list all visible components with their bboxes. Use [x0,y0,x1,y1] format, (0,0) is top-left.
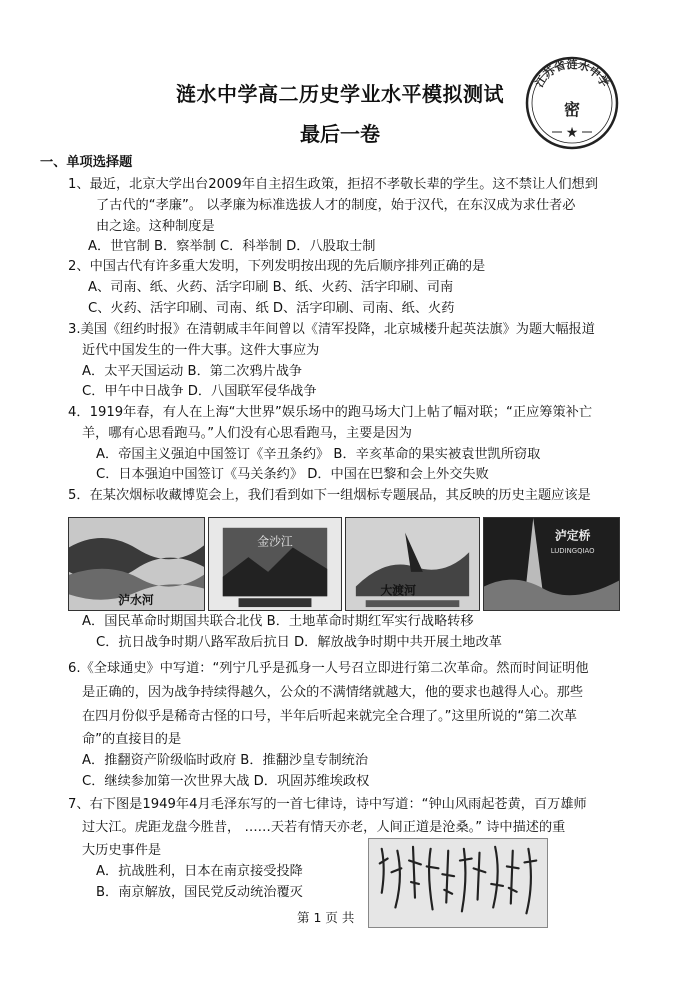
svg-text:泸水河: 泸水河 [118,593,154,608]
q4-line-1: 4．1919年春，有人在上海“大世界”娱乐场中的跑马场大门上帖了幅对联；“正应筹策补亡 [68,405,593,420]
svg-text:LUDINGQIAO: LUDINGQIAO [550,547,595,556]
q7-line-2: 过大江。虎距龙盘今胜昔， ……天若有情天亦老，人间正道是沧桑。” 诗中描述的重 [82,820,566,835]
q6-options-ab: A．推翻资产阶级临时政府 B．推翻沙皇专制统治 [82,753,369,768]
photo-lushui-river [68,517,205,611]
q4-options-ab: A．帝国主义强迫中国签订《辛丑条约》 B．辛亥革命的果实被袁世凯所窃取 [96,447,541,462]
q3-line-1: 3.美国《纽约时报》在清朝咸丰年间曾以《清军投降，北京城楼升起英法旗》为题大幅报道 [68,322,595,337]
mao-calligraphy-image [368,838,548,928]
q1-options: A．世官制 B．察举制 C．科举制 D．八股取士制 [88,239,376,254]
q3-line-2: 近代中国发生的一件大事。这件大事应为 [82,343,320,358]
q6-line-4: 命”的直接目的是 [82,732,182,747]
page-footer: 第 1 页 共 [297,910,355,925]
q7-option-b: B．南京解放，国民党反动统治覆灭 [96,885,303,900]
svg-text:密: 密 [563,100,581,119]
svg-text:江苏省涟水中学: 江苏省涟水中学 [532,57,612,90]
q2-options-cd: C、火药、活字印刷、司南、纸 D、活字印刷、司南、纸、火药 [88,301,455,316]
q5-stem: 5．在某次烟标收藏博览会上，我们看到如下一组烟标专题展品，其反映的历史主题应该是 [68,488,591,503]
exam-title: 涟水中学高二历史学业水平模拟测试 [176,82,504,106]
q4-options-cd: C．日本强迫中国签订《马关条约》 D．中国在巴黎和会上外交失败 [96,467,489,482]
q7-line-3: 大历史事件是 [82,843,162,858]
q6-options-cd: C．继续参加第一次世界大战 D．巩固苏维埃政权 [82,774,370,789]
section-heading: 一、单项选择题 [40,155,133,170]
q6-line-3: 在四月份似乎是稀奇古怪的口号，半年后听起来就完全合理了。”这里所说的“第二次革 [82,709,577,724]
q6-line-2: 是正确的，因为战争持续得越久，公众的不满情绪就越大，他的要求也越得人心。那些 [82,685,584,700]
school-seal [524,55,620,151]
q2-stem: 2、中国古代有许多重大发明，下列发明按出现的先后顺序排列正确的是 [68,259,486,274]
q2-options-ab: A、司南、纸、火药、活字印刷 B、纸、火药、活字印刷、司南 [88,280,454,295]
photo-dadu-river [345,517,480,611]
q1-line-1: 1、最近，北京大学出台2009年自主招生政策，拒招不孝敬长辈的学生。这不禁让人们想到 [68,177,598,192]
photo-jinsha-river [208,517,342,611]
q1-line-2: 了古代的“孝廉”。 以孝廉为标准选拔人才的制度，始于汉代，在东汉成为求仕者必 [96,198,576,213]
svg-text:大渡河: 大渡河 [380,583,416,598]
svg-text:泸定桥: 泸定桥 [554,528,591,543]
photo-luding-bridge [483,517,620,611]
svg-text:★: ★ [565,125,579,141]
exam-subtitle: 最后一卷 [300,122,380,146]
q5-options-cd: C．抗日战争时期八路军敌后抗日 D．解放战争时期中共开展土地改革 [96,635,502,650]
svg-text:金沙江: 金沙江 [257,534,293,549]
q7-line-1: 7、右下图是1949年4月毛泽东写的一首七律诗，诗中写道：“钟山风雨起苍黄，百万雄师 [68,797,587,812]
cigarette-label-photos [68,517,620,611]
q3-options-cd: C．甲午中日战争 D．八国联军侵华战争 [82,384,317,399]
q1-line-3: 由之途。这种制度是 [96,219,215,234]
q7-option-a: A．抗战胜利，日本在南京接受投降 [96,864,303,879]
q6-line-1: 6.《全球通史》中写道：“列宁几乎是孤身一人号召立即进行第二次革命。然而时间证明他 [68,661,589,676]
q4-line-2: 羊，哪有心思看跑马。”人们没有心思看跑马，主要是因为 [82,426,412,441]
q3-options-ab: A．太平天国运动 B．第二次鸦片战争 [82,364,303,379]
q5-options-ab: A．国民革命时期国共联合北伐 B．土地革命时期红军实行战略转移 [82,614,474,629]
